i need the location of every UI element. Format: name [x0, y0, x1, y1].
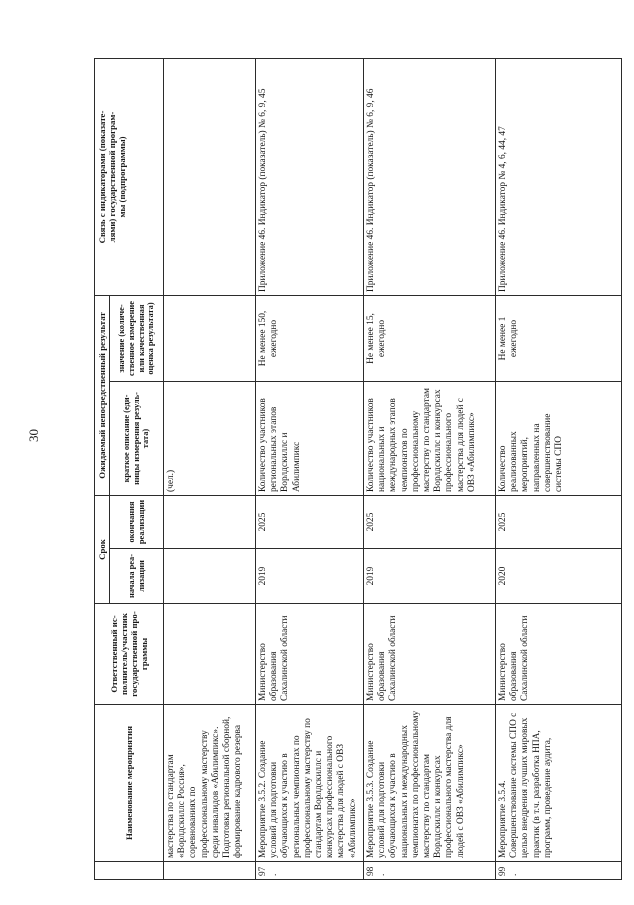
- header-activity-name: Наименование мероприятия: [95, 705, 164, 862]
- row-end-year: 2025: [364, 496, 496, 549]
- row-start-year: 2019: [256, 549, 364, 604]
- header-result-description: краткое описание (еди- ницы измерения резуль- тата): [110, 382, 164, 496]
- row-indicator-link: [164, 59, 256, 296]
- row-responsible: [164, 604, 256, 705]
- row-activity-name: мастерства по стандартам «Ворлдскиллс Россия», соревнованиях по профессиональному мастерству среди инвалидов «Абилимпикс». Подготовка региональной сборной, формирование кадрового резерва: [164, 705, 256, 862]
- row-result-description: (чел.): [164, 382, 256, 496]
- row-start-year: 2020: [496, 549, 622, 604]
- table-row: [164, 59, 256, 880]
- row-indicator-link: Приложение 46. Индикатор № 4, 6, 44, 47: [496, 59, 622, 296]
- header-term-start: начала реа- лизации: [110, 549, 164, 604]
- row-end-year: 2025: [256, 496, 364, 549]
- header-result-value: значение (количе- ственное измерение или качественная оценка результата): [110, 296, 164, 382]
- row-responsible: Министерство образования Сахалинской области: [364, 604, 496, 705]
- row-responsible: Министерство образования Сахалинской области: [256, 604, 364, 705]
- header-term-end: окончания реализации: [110, 496, 164, 549]
- row-number: [164, 862, 256, 880]
- row-activity-name: Мероприятие 3.5.2. Создание условий для подготовки обучающихся к участию в региональных чемпионатах по профессиональному мастерству по стандартам Ворлдскиллс и конкурсах профессионального мастерства для людей с ОВЗ «Абилимпикс»: [256, 705, 364, 862]
- row-result-value: Не менее 15, ежегодно: [364, 296, 496, 382]
- row-responsible: Министерство образования Сахалинской области: [496, 604, 622, 705]
- row-start-year: 2019: [364, 549, 496, 604]
- row-result-description: Количество участников национальных и международных этапов чемпионатов по профессиональному мастерству по стандартам Ворлдскиллс и конкурсах профессионального мастерства для людей с ОВЗ «Абилимпикс»: [364, 382, 496, 496]
- row-indicator-link: Приложение 46. Индикатор (показатель) № 6, 9, 46: [364, 59, 496, 296]
- row-result-value: Не менее 1 ежегодно: [496, 296, 622, 382]
- row-result-value: Не менее 150, ежегодно: [256, 296, 364, 382]
- row-indicator-link: Приложение 46. Индикатор (показатель) № 6, 9, 45: [256, 59, 364, 296]
- row-end-year: [164, 496, 256, 549]
- table-row: [496, 59, 622, 880]
- table-row: [256, 59, 364, 880]
- table-row: [364, 59, 496, 880]
- header-indicator-link: Связь с индикаторами (показате- лями) государственной програм- мы (подпрограммы): [95, 59, 164, 296]
- row-activity-name: Мероприятие 3.5.3. Создание условий для подготовки обучающихся к участию в национальных и международных чемпионатах по профессиональному мастерству по стандартам Ворлдскиллс и конкурсах профессионального мастерства для людей с ОВЗ «Абилимпикс»: [364, 705, 496, 862]
- row-result-description: Количество участников региональных этапов Ворлдскиллс и Абилимпикс: [256, 382, 364, 496]
- row-number: 99.: [496, 862, 622, 880]
- program-activities-table: [94, 59, 622, 880]
- row-start-year: [164, 549, 256, 604]
- header-responsible: Ответственный ис- полнитель/участник государственной про- граммы: [95, 604, 164, 705]
- row-activity-name: Мероприятие 3.5.4. Совершенствование системы СПО с целью внедрения лучших мировых практик (в т.ч. разработка НПА, программ, проведение аудита,: [496, 705, 622, 862]
- row-result-value: [164, 296, 256, 382]
- header-term: Срок: [95, 496, 110, 604]
- header-number: [95, 862, 164, 880]
- row-end-year: 2025: [496, 496, 622, 549]
- row-result-description: Количество реализованных мероприятий, направленных на совершенствование системы СПО: [496, 382, 622, 496]
- row-number: 97.: [256, 862, 364, 880]
- page-number: 30: [26, 429, 41, 442]
- header-result: Ожидаемый непосредственный результат: [95, 296, 110, 496]
- row-number: 98.: [364, 862, 496, 880]
